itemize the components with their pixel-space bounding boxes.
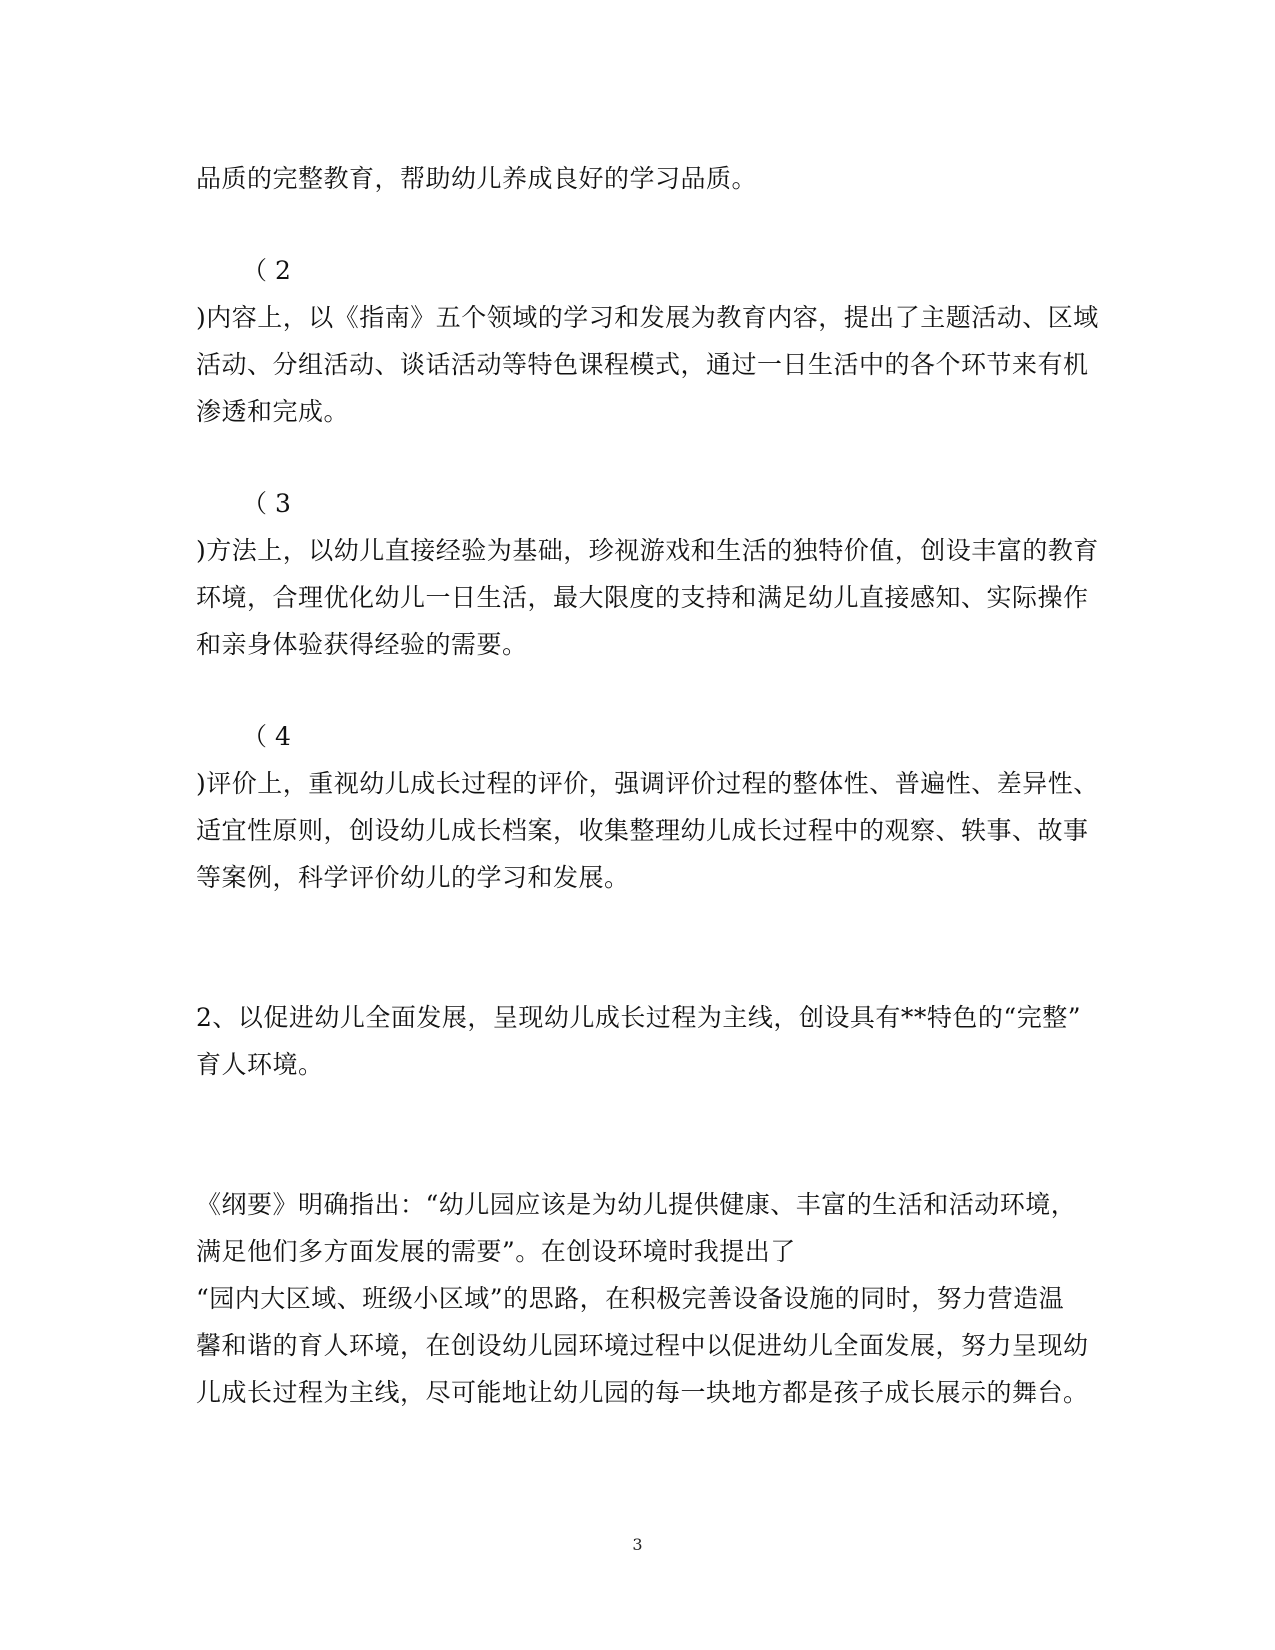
item-number-2: （ 2 — [242, 256, 291, 285]
section-heading-line: 育人环境。 — [196, 1050, 324, 1079]
paragraph-line: 馨和谐的育人环境，在创设幼儿园环境过程中以促进幼儿全面发展，努力呈现幼 — [196, 1331, 1089, 1360]
paragraph-line: 等案例，科学评价幼儿的学习和发展。 — [196, 863, 630, 892]
paragraph-line: 品质的完整教育，帮助幼儿养成良好的学习品质。 — [196, 164, 758, 193]
paragraph-line: 适宜性原则，创设幼儿成长档案，收集整理幼儿成长过程中的观察、轶事、故事 — [196, 816, 1089, 845]
item-number-4: （ 4 — [242, 722, 291, 751]
page-number: 3 — [632, 1535, 643, 1554]
paragraph-line: 满足他们多方面发展的需要”。在创设环境时我提出了 — [196, 1237, 796, 1266]
paragraph-line: )方法上，以幼儿直接经验为基础，珍视游戏和生活的独特价值，创设丰富的教育 — [196, 536, 1099, 565]
paragraph-line: 和亲身体验获得经验的需要。 — [196, 630, 528, 659]
paragraph-line: 儿成长过程为主线，尽可能地让幼儿园的每一块地方都是孩子成长展示的舞台。 — [196, 1378, 1089, 1407]
paragraph-line: )评价上，重视幼儿成长过程的评价，强调评价过程的整体性、普遍性、差异性、 — [196, 769, 1099, 798]
paragraph-line: 活动、分组活动、谈话活动等特色课程模式，通过一日生活中的各个环节来有机 — [196, 350, 1089, 379]
paragraph-line: )内容上，以《指南》五个领域的学习和发展为教育内容，提出了主题活动、区域 — [196, 303, 1099, 332]
paragraph-line: “园内大区域、班级小区域”的思路，在积极完善设备设施的同时，努力营造温 — [196, 1284, 1065, 1313]
paragraph-line: 渗透和完成。 — [196, 397, 350, 426]
paragraph-line: 环境，合理优化幼儿一日生活，最大限度的支持和满足幼儿直接感知、实际操作 — [196, 583, 1089, 612]
item-number-3: （ 3 — [242, 489, 291, 518]
paragraph-line: 《纲要》明确指出：“幼儿园应该是为幼儿提供健康、丰富的生活和活动环境， — [196, 1190, 1077, 1219]
section-heading-line: 2、以促进幼儿全面发展，呈现幼儿成长过程为主线，创设具有**特色的“完整” — [196, 1003, 1081, 1032]
